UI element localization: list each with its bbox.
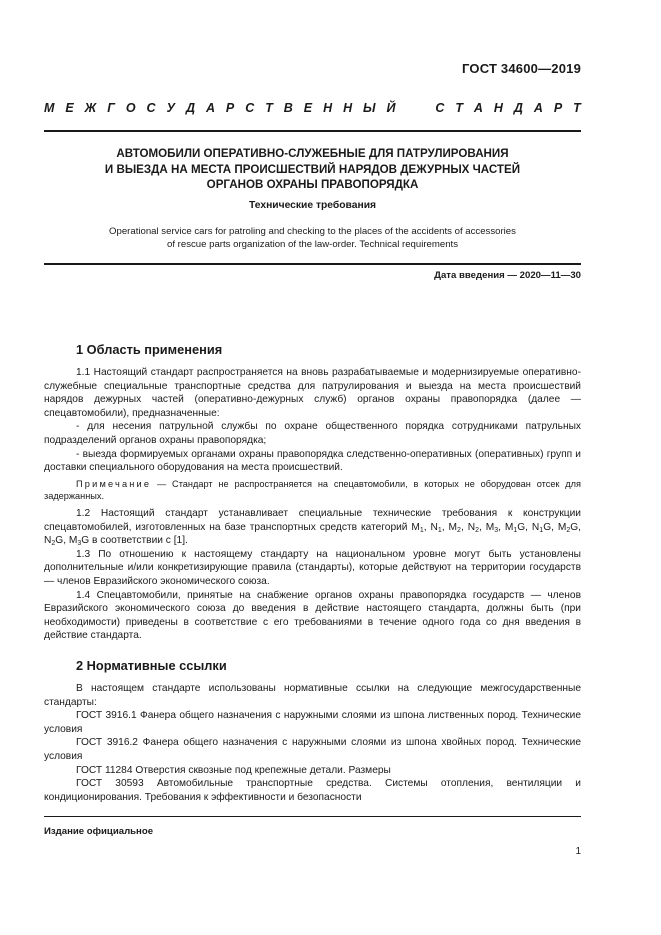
title-bottom-rule xyxy=(44,263,581,265)
paragraph-1-4: 1.4 Спецавтомобили, принятые на снабжение органов охраны правопорядка государств — членов Евразийского экономического союза до введения в действие настоящего стандарта, должны быть (при необходимости) приведены в соответствие с его требованиями в течение одного года со дня введения в действие стандарта. xyxy=(44,589,581,642)
official-edition: Издание официальное xyxy=(44,826,154,837)
interstate-letter: О xyxy=(125,101,136,115)
paragraph-1-2-end: в соответствии с [1]. xyxy=(89,535,188,547)
section-1-body xyxy=(44,366,581,643)
section-2-body xyxy=(44,682,581,804)
english-title xyxy=(44,225,581,251)
interstate-word-gap xyxy=(421,101,424,115)
paragraph-1-1: 1.1 Настоящий стандарт распространяется на вновь разрабатываемые и модернизируемые оперативно-служебные специальные транспортные средства для патрулирования и выезда на места происшествий нарядов дежурных частей (оперативно-дежурных служб) органов охраны правопорядка (далее — спецавтомобили), предназначенные: xyxy=(44,367,581,419)
interstate-letter: С xyxy=(146,101,156,115)
section-2-heading: 2 Нормативные ссылки xyxy=(76,658,227,673)
interstate-letter: Й xyxy=(386,101,396,115)
reference-2: ГОСТ 3916.2 Фанера общего назначения с наружными слоями из шпона хвойных пород. Технические условия xyxy=(44,737,581,762)
introduction-date: Дата введения — 2020—11—30 xyxy=(434,270,581,281)
interstate-letter: Ы xyxy=(363,101,376,115)
document-title xyxy=(44,146,581,193)
interstate-letter: В xyxy=(283,101,293,115)
interstate-letter: С xyxy=(245,101,255,115)
interstate-letter: Ж xyxy=(84,101,97,115)
reference-1: ГОСТ 3916.1 Фанера общего назначения с наружными слоями из шпона лиственных пород. Технические условия xyxy=(44,710,581,735)
footer-rule xyxy=(44,816,581,817)
gost-number: ГОСТ 34600—2019 xyxy=(462,61,581,76)
interstate-letter: А xyxy=(205,101,215,115)
interstate-letter: Н xyxy=(323,101,333,115)
interstate-letter: М xyxy=(44,101,55,115)
interstate-letter: Н xyxy=(343,101,353,115)
paragraph-1-1-b: - выезда формируемых органами охраны правопорядка следственно-оперативных (оперативных) групп и доставки специального оборудования на места происшествий. xyxy=(44,448,581,474)
paragraph-1-1-a: - для несения патрульной службы по охране общественного порядка сотрудниками патрульных подразделений органов охраны правопорядка; xyxy=(44,421,581,446)
english-title-line-2: of rescue parts organization of the law-order. Technical requirements xyxy=(167,239,458,250)
interstate-letter: Е xyxy=(65,101,74,115)
interstate-letter: Н xyxy=(493,101,503,115)
paragraph-1-3: 1.3 По отношению к настоящему стандарту на национальном уровне могут быть установлены дополнительные и/или конкретизирующие правила (стандарты), которые действуют на территории государств — членов Евразийского экономического союза. xyxy=(44,548,581,587)
page-number: 1 xyxy=(575,846,581,857)
paragraph-1-2-start: 1.2 Настоящий стандарт устанавливает специальные технические требования к конструкции спецавтомобилей, изготовленных на базе транспортных средств категорий M xyxy=(44,507,581,533)
note xyxy=(44,478,581,503)
interstate-letter: Р xyxy=(225,101,235,115)
interstate-letter: Т xyxy=(265,101,273,115)
interstate-letter: Т xyxy=(455,101,463,115)
interstate-letter: А xyxy=(533,101,543,115)
paragraph-1-2: 1.2 Настоящий стандарт устанавливает специальные технические требования к конструкции спецавтомобилей, изготовленных на базе транспортных средств категорий $M_1$, $N_1$, $M_2$, $N_2$, $M_3$, $M_1G$, $N_1G$, $M_2G$, $N_2G$, $M_3G$ в соответствии с [1]. xyxy=(44,507,582,548)
interstate-letter: А xyxy=(473,101,483,115)
english-title-line-1: Operational service cars for patroling and checking to the places of the accidents of accessories xyxy=(109,226,516,237)
top-rule xyxy=(44,130,581,132)
title-line-1: АВТОМОБИЛИ ОПЕРАТИВНО-СЛУЖЕБНЫЕ ДЛЯ ПАТРУЛИРОВАНИЯ xyxy=(116,147,509,160)
interstate-letter: Г xyxy=(107,101,115,115)
reference-4: ГОСТ 30593 Автомобильные транспортные средства. Системы отопления, вентиляции и кондиционирования. Требования к эффективности и безопасности xyxy=(44,778,581,803)
note-text: — Стандарт не распространяется на спецавтомобили, в которых не оборудован отсек для задержанных. xyxy=(44,478,581,502)
section-2-intro: В настоящем стандарте использованы нормативные ссылки на следующие межгосударственные стандарты: xyxy=(44,683,581,708)
interstate-word-gap xyxy=(406,101,409,115)
interstate-letter: Т xyxy=(573,101,581,115)
interstate-letter: У xyxy=(166,101,175,115)
interstate-standard-banner xyxy=(44,101,581,115)
interstate-letter: Р xyxy=(553,101,563,115)
interstate-letter: Е xyxy=(303,101,313,115)
interstate-letter: Д xyxy=(185,101,195,115)
section-1-heading: 1 Область применения xyxy=(76,342,223,357)
interstate-letter: Д xyxy=(513,101,523,115)
document-subtitle: Технические требования xyxy=(248,200,377,211)
reference-3: ГОСТ 11284 Отверстия сквозные под крепежные детали. Размеры xyxy=(76,764,391,776)
title-line-2: И ВЫЕЗДА НА МЕСТА ПРОИСШЕСТВИЙ НАРЯДОВ ДЕЖУРНЫХ ЧАСТЕЙ xyxy=(104,162,521,176)
title-line-3: ОРГАНОВ ОХРАНЫ ПРАВОПОРЯДКА xyxy=(206,178,419,191)
note-label: Примечание xyxy=(76,478,152,489)
interstate-letter: С xyxy=(435,101,445,115)
